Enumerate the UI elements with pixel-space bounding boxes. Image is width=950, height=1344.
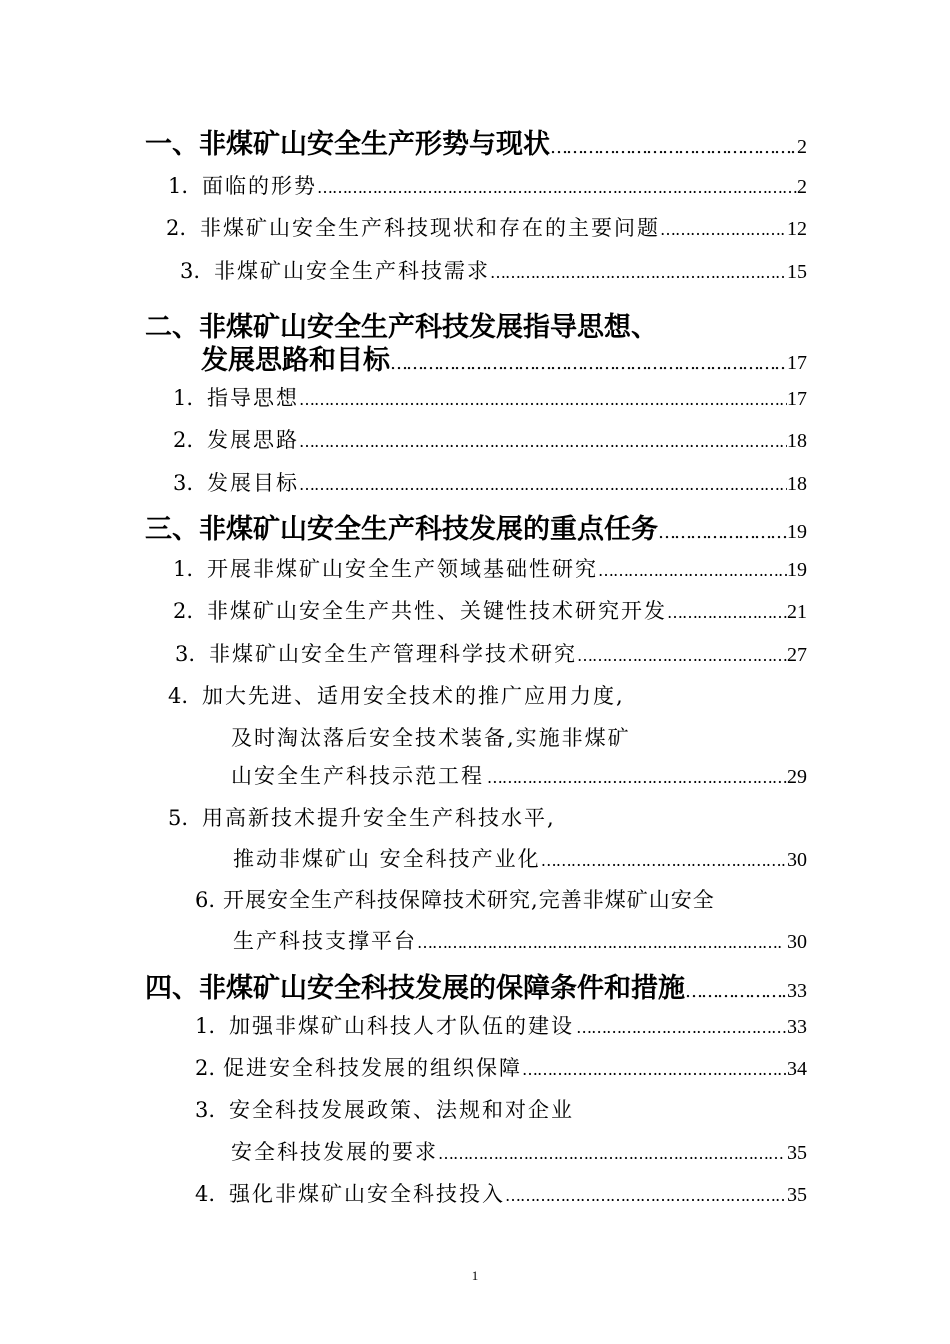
toc-item-3-3[interactable] [175, 638, 807, 668]
page-number: 27 [787, 644, 807, 666]
item-title: 山安全生产科技示范工程 [231, 764, 484, 788]
item-title: 安全科技发展政策、法规和对企业 [229, 1098, 575, 1122]
item-title: 非煤矿山安全生产科技需求 [214, 259, 491, 283]
page-number: 19 [787, 559, 807, 581]
page-number: 2 [797, 176, 807, 198]
leader-dots [550, 129, 797, 160]
toc-item-4-4[interactable] [195, 1178, 807, 1208]
item-number: 3. [173, 471, 194, 495]
page-number: 12 [787, 218, 807, 240]
toc-item-3-2[interactable] [173, 595, 807, 625]
item-number: 2. [195, 1056, 216, 1080]
leader-dots [685, 973, 787, 1004]
item-number: 5. [168, 806, 189, 830]
toc-item-3-5[interactable] [233, 843, 807, 873]
leader-dots [417, 929, 784, 953]
page-number: 2 [797, 136, 807, 158]
leader-dots [490, 259, 787, 283]
item-number: 4. [168, 684, 189, 708]
toc-section-1[interactable] [145, 122, 807, 161]
page-number: 34 [787, 1058, 807, 1080]
item-title: 强化非煤矿山安全科技投入 [229, 1182, 506, 1206]
leader-dots [299, 386, 787, 410]
item-number: 6. [195, 888, 216, 912]
item-title: 加强非煤矿山科技人才队伍的建设 [229, 1014, 575, 1038]
item-title: 发展思路 [207, 428, 300, 452]
toc-item-3-5-line1[interactable] [168, 802, 556, 832]
item-number: 1. [173, 386, 194, 410]
toc-section-3[interactable] [145, 507, 807, 546]
toc-item-2-2[interactable] [173, 424, 807, 454]
toc-item-4-2[interactable] [195, 1052, 807, 1082]
leader-dots [598, 557, 787, 581]
page-number: 33 [787, 1016, 807, 1038]
item-number: 3. [180, 259, 201, 283]
item-title: 非煤矿山安全生产共性、关键性技术研究开发 [207, 599, 668, 623]
item-title: 推动非煤矿山 安全科技产业化 [233, 847, 541, 871]
item-title: 促进安全科技发展的组织保障 [223, 1056, 523, 1080]
leader-dots [541, 847, 787, 871]
item-title: 用高新技术提升安全生产科技水平, [202, 806, 556, 830]
leader-dots [522, 1056, 787, 1080]
item-title: 生产科技支撑平台 [233, 929, 417, 953]
leader-dots [299, 428, 787, 452]
leader-dots [660, 216, 787, 240]
page-number: 15 [787, 261, 807, 283]
toc-item-3-6-line1[interactable] [195, 884, 715, 914]
section-title: 三、非煤矿山安全生产科技发展的重点任务 [145, 514, 658, 545]
toc-item-3-1[interactable] [173, 553, 807, 583]
page-number: 18 [787, 430, 807, 452]
toc-item-1-1[interactable] [168, 170, 807, 200]
toc-item-3-6[interactable] [233, 925, 807, 955]
page-number: 19 [787, 521, 807, 543]
section-title: 发展思路和目标 [201, 345, 390, 376]
section-title: 四、非煤矿山安全科技发展的保障条件和措施 [145, 973, 685, 1004]
toc-item-2-3[interactable] [173, 467, 807, 497]
leader-dots [487, 764, 787, 788]
item-number: 3. [175, 642, 196, 666]
toc-section-2[interactable] [201, 338, 807, 377]
item-number: 2. [173, 599, 194, 623]
page-number: 17 [787, 352, 807, 374]
item-number: 1. [173, 557, 194, 581]
toc-item-1-2[interactable] [166, 212, 807, 242]
item-title: 发展目标 [207, 471, 300, 495]
toc-item-1-3[interactable] [180, 255, 807, 285]
toc-section-2-title-line1[interactable]: 二、非煤矿山安全生产科技发展指导思想、 [145, 312, 658, 343]
leader-dots [299, 471, 787, 495]
toc-item-4-1[interactable] [195, 1010, 807, 1040]
item-title: 安全科技发展的要求 [231, 1140, 438, 1164]
page-number: 29 [787, 766, 807, 788]
item-title: 面临的形势 [202, 174, 318, 198]
toc-section-4[interactable] [145, 966, 807, 1005]
page-number: 18 [787, 473, 807, 495]
footer-page-number: 1 [471, 1268, 479, 1283]
toc-item-3-4-line2[interactable]: 及时淘汰落后安全技术装备,实施非煤矿 [231, 726, 631, 750]
page-number: 30 [787, 931, 807, 953]
item-title: 非煤矿山安全生产科技现状和存在的主要问题 [200, 216, 661, 240]
toc-item-4-3-line1[interactable] [195, 1094, 574, 1124]
toc-item-3-4-line1[interactable] [168, 680, 625, 710]
item-number: 1. [195, 1014, 216, 1038]
leader-dots [658, 514, 787, 545]
page-number: 17 [787, 388, 807, 410]
leader-dots [317, 174, 797, 198]
page-number: 35 [787, 1142, 807, 1164]
item-title: 非煤矿山安全生产管理科学技术研究 [209, 642, 578, 666]
leader-dots [390, 345, 787, 376]
page-number: 21 [787, 601, 807, 623]
item-number: 2. [173, 428, 194, 452]
page-number: 30 [787, 849, 807, 871]
item-title: 开展非煤矿山安全生产领域基础性研究 [207, 557, 599, 581]
item-number: 4. [195, 1182, 216, 1206]
item-number: 3. [195, 1098, 216, 1122]
section-title: 一、非煤矿山安全生产形势与现状 [145, 129, 550, 160]
leader-dots [505, 1182, 787, 1206]
leader-dots [577, 642, 787, 666]
item-title: 加大先进、适用安全技术的推广应用力度, [202, 684, 625, 708]
toc-item-2-1[interactable] [173, 382, 807, 412]
page-number: 35 [787, 1184, 807, 1206]
leader-dots [576, 1014, 787, 1038]
leader-dots [438, 1140, 784, 1164]
leader-dots [667, 599, 787, 623]
item-title: 开展安全生产科技保障技术研究,完善非煤矿山安全 [223, 888, 715, 912]
item-number: 2. [166, 216, 187, 240]
toc-item-3-4[interactable] [231, 760, 807, 790]
item-title: 指导思想 [207, 386, 300, 410]
item-number: 1. [168, 174, 189, 198]
page-number: 33 [787, 980, 807, 1002]
toc-item-4-3[interactable] [231, 1136, 807, 1166]
